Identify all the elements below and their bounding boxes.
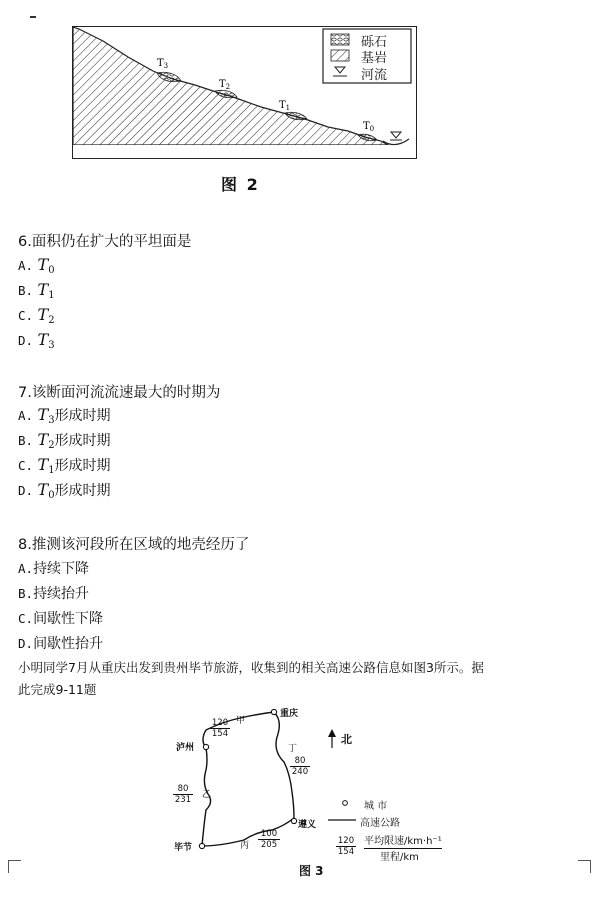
legend-bedrock-label: 基岩 <box>361 51 388 66</box>
legend-gravel-label: 砾石 <box>361 35 388 50</box>
question-7-stem: 7.该断面河流流速最大的时期为 <box>18 385 221 401</box>
segment-label-zunyi-bijie: $\frac{100}{205}$ <box>258 829 280 850</box>
crop-mark-left <box>8 860 21 873</box>
q8-option-a: A.持续下降 <box>18 561 90 577</box>
figure-3-caption: 图 3 <box>299 864 324 878</box>
legend-mileage-label: 里程/km <box>380 852 419 863</box>
question-6-stem: 6.面积仍在扩大的平坦面是 <box>18 234 192 250</box>
question-8-stem: 8.推测该河段所在区域的地壳经历了 <box>18 537 250 553</box>
segment-label-luzhou-bijie: $\frac{80}{231}$ <box>174 784 192 805</box>
point-label-bing: 丙 <box>240 841 250 851</box>
legend-road-label: 高速公路 <box>360 818 400 829</box>
q6-option-c: C. $T_2$ <box>18 305 55 326</box>
city-label-zunyi: 遵义 <box>298 820 317 830</box>
city-label-luzhou: 泸州 <box>176 743 195 753</box>
label-t0: $T_0$ <box>363 121 375 133</box>
q6-option-b: B. $T_1$ <box>18 280 55 301</box>
figure-2-caption: 图 2 <box>221 175 260 194</box>
intro-line-2: 此完成9-11题 <box>18 682 97 697</box>
label-t1: $T_1$ <box>279 100 291 112</box>
city-label-bijie: 毕节 <box>174 843 193 853</box>
q8-option-d: D.间歇性抬升 <box>18 636 104 652</box>
city-dot-luzhou <box>203 744 208 749</box>
legend-gravel-swatch <box>331 34 349 45</box>
point-label-ding: 丁 <box>288 744 298 754</box>
legend-bedrock-swatch <box>331 50 349 61</box>
north-arrow-icon <box>328 729 336 748</box>
label-t2: $T_2$ <box>219 79 231 91</box>
q7-option-b: B. $T_2$形成时期 <box>18 430 111 451</box>
north-label: 北 <box>341 733 352 746</box>
legend-fraction-sample: $\frac{120}{154}$ <box>337 836 355 857</box>
q7-option-d: D. $T_0$形成时期 <box>18 480 111 501</box>
point-label-yi: 乙 <box>202 790 212 800</box>
segment-label-chongqing-zunyi: $\frac{80}{240}$ <box>291 756 309 777</box>
segment-label-chongqing-luzhou: $\frac{120}{154}$ <box>211 718 229 739</box>
crop-mark-right <box>578 860 591 873</box>
figure-2-terrace-profile <box>72 26 417 159</box>
q8-option-c: C.间歇性下降 <box>18 611 104 627</box>
city-dot-chongqing <box>271 709 276 714</box>
legend-city-symbol <box>343 801 348 806</box>
q7-option-a: A. $T_3$形成时期 <box>18 405 111 426</box>
legend-city-label: 城 市 <box>364 801 388 812</box>
point-label-jia: 甲 <box>236 716 246 726</box>
q7-option-c: C. $T_1$形成时期 <box>18 455 111 476</box>
intro-line-1: 小明同学7月从重庆出发到贵州毕节旅游，收集到的相关高速公路信息如图3所示。据 <box>18 660 484 675</box>
legend-speed-label: 平均限速/km·h⁻¹ <box>364 832 442 849</box>
city-dot-bijie <box>199 843 204 848</box>
q6-option-d: D. $T_3$ <box>18 330 55 351</box>
label-t3: $T_3$ <box>157 58 169 70</box>
city-label-chongqing: 重庆 <box>280 709 299 719</box>
river-water-symbol <box>390 132 402 140</box>
q6-option-a: A. $T_0$ <box>18 255 55 276</box>
corner-mark <box>30 16 36 18</box>
legend-river-label: 河流 <box>361 68 388 83</box>
q8-option-b: B.持续抬升 <box>18 586 90 602</box>
city-dot-zunyi <box>291 818 296 823</box>
